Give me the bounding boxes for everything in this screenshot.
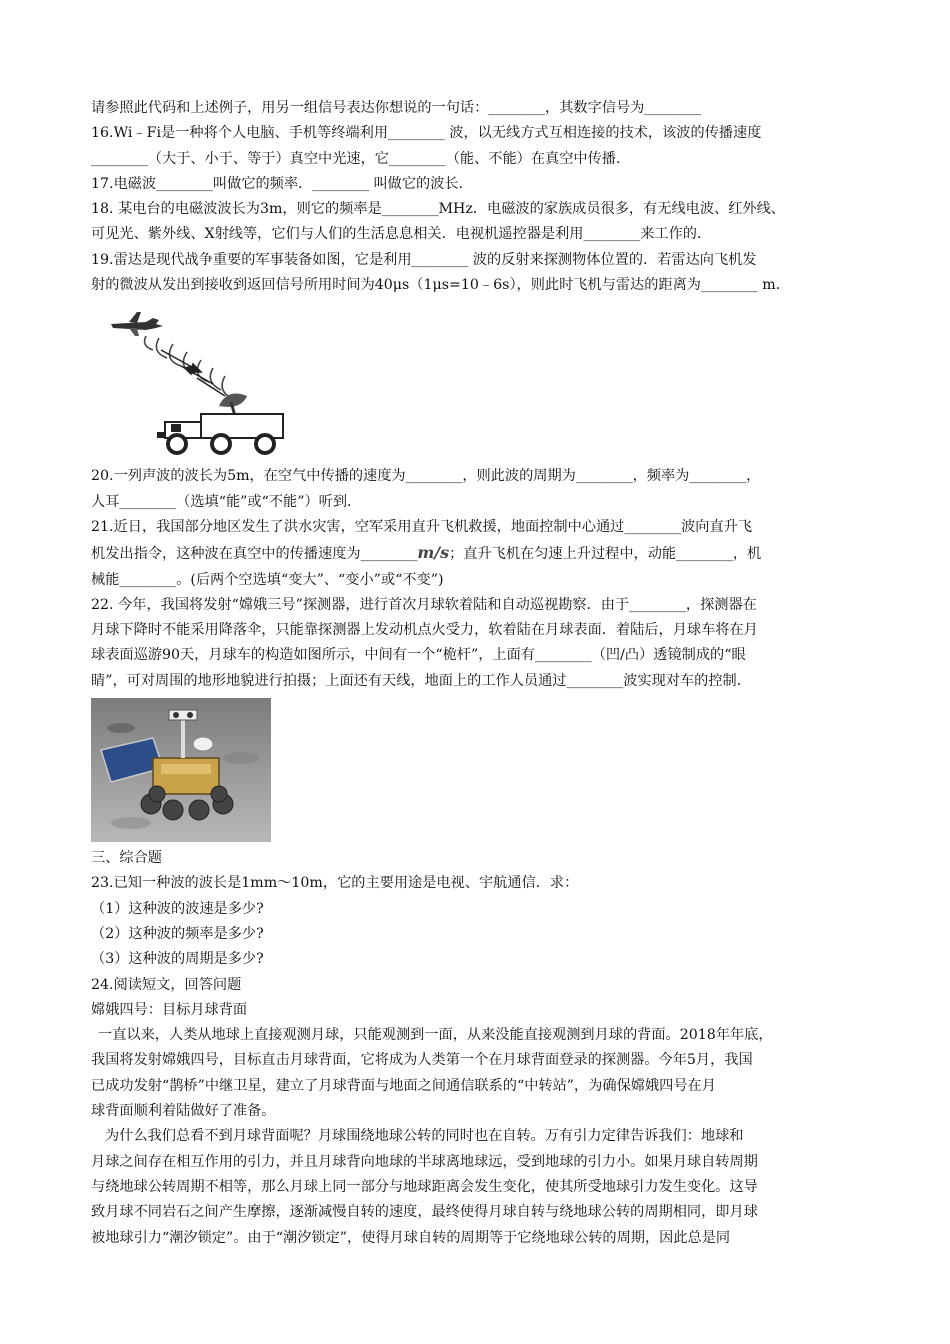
airplane-icon [111, 312, 163, 336]
text-line-q15-tail: 请参照此代码和上述例子，用另一组信号表达你想说的一句话：________，其数字信号为________ [91, 100, 702, 116]
question-20-line-2: 人耳________（选填“能”或“不能”）听到． [91, 493, 362, 510]
radar-figure [91, 306, 871, 464]
question-18-line-2: 可见光、紫外线、X射线等，它们与人们的生活息息相关．电视机遥控器是利用________来工作的． [91, 226, 712, 243]
question-18-line-1: 18. 某电台的电磁波波长为3m，则它的频率是________MHz．电磁波的家族成员很多，有无线电波、红外线、 [91, 201, 785, 218]
radar-illustration [101, 306, 301, 456]
section-heading-comprehensive: 三、综合题 [91, 850, 162, 867]
article-paragraph-2-line-3: 与绕地球公转周期不相等，那么月球上同一部分与地球距离会发生变化，使其所受地球引力发生变化。这导 [91, 1178, 758, 1195]
question-22-line-3: 球表面巡游90天，月球车的构造如图所示，中间有一个“桅杆”，上面有________（凹/凸）透镜制成的“眼 [91, 647, 746, 664]
article-paragraph-1-line-4: 球背面顺利着陆做好了准备。 [91, 1103, 276, 1120]
question-21-line-2 [91, 540, 871, 567]
lunar-rover-figure [91, 698, 271, 842]
question-23: 23.已知一种波的波长是1mm～10m，它的主要用途是电视、宇航通信．求： [91, 875, 579, 892]
question-19-line-2: 射的微波从发出到接收到返回信号所用时间为40μs（1μs=10﹣6s），则此时飞机与雷达的距离为________ m． [91, 277, 790, 294]
question-22-line-4: 睛”，可对周围的地形地貌进行拍摄；上面还有天线，地面上的工作人员通过________波实现对车的控制． [91, 672, 751, 689]
question-17: 17.电磁波________叫做它的频率．________ 叫做它的波长． [91, 175, 473, 192]
article-paragraph-2-line-1: 为什么我们总看不到月球背面呢？月球围绕地球公转的同时也在自转。万有引力定律告诉我们：地球和 [105, 1128, 744, 1145]
question-16-line-1: 16.Wi﹣Fi是一种将个人电脑、手机等终端利用________ 波，以无线方式互相连接的技术，该波的传播速度 [91, 125, 762, 142]
radar-dish-icon [219, 394, 247, 416]
article-paragraph-2-line-4: 致月球不同岩石之间产生摩擦，逐渐减慢自转的速度，最终使得月球自转与绕地球公转的周期相同，即月球 [91, 1204, 758, 1221]
antenna-icon [193, 737, 213, 751]
question-23-part-1: （1）这种波的波速是多少? [91, 900, 264, 917]
question-16-line-2: ________（大于、小于、等于）真空中光速，它________（能、不能）在真空中传播. [91, 150, 621, 167]
article-title: 嫦娥四号：目标月球背面 [91, 1001, 248, 1018]
rover-mast [181, 718, 185, 758]
truck-icon [157, 414, 283, 453]
document-page [91, 96, 871, 1251]
article-paragraph-1-line-3: 已成功发射“鹊桥”中继卫星，建立了月球背面与地面之间通信联系的“中转站”，为确保嫦娥四号在月 [91, 1077, 716, 1094]
question-21-line-2-pre: 机发出指令，这种波在真空中的传播速度为________ [91, 546, 418, 563]
article-paragraph-2-line-5: 被地球引力“潮汐锁定”。由于“潮汐锁定”，使得月球自转的周期等于它绕地球公转的周期，因此总是同 [91, 1229, 731, 1246]
question-23-part-2: （2）这种波的频率是多少? [91, 925, 264, 942]
question-20-line-1: 20.一列声波的波长为5m，在空气中传播的速度为________，则此波的周期为________，频率为________， [91, 468, 761, 485]
lunar-rover-illustration [91, 698, 271, 842]
question-24: 24.阅读短文，回答问题 [91, 976, 242, 993]
article-paragraph-1-line-2: 我国将发射嫦娥四号，目标直击月球背面，它将成为人类第一个在月球背面登录的探测器。今年5月，我国 [91, 1052, 753, 1069]
article-paragraph-1-line-1: 一直以来，人类从地球上直接观测月球，只能观测到一面，从来没能直接观测到月球的背面。2018年年底， [98, 1027, 773, 1044]
question-22-line-2: 月球下降时不能采用降落伞，只能靠探测器上发动机点火受力，软着陆在月球表面．着陆后，月球车将在月 [91, 622, 758, 639]
article-paragraph-2-line-2: 月球之间存在相互作用的引力，并且月球背向地球的半球离地球远，受到地球的引力小。如果月球自转周期 [91, 1153, 758, 1170]
question-23-part-3: （3）这种波的周期是多少? [91, 951, 264, 968]
question-21-line-1: 21.近日，我国部分地区发生了洪水灾害，空军采用直升飞机救援，地面控制中心通过________波向直升飞 [91, 518, 753, 535]
question-21-line-2-post: ；直升飞机在匀速上升过程中，动能________，机 [449, 546, 762, 563]
question-21-line-3: 械能________。(后两个空选填“变大”、“变小”或“不变”) [91, 571, 444, 588]
unit-meters-per-second: m/s [417, 543, 450, 563]
question-19-line-1: 19.雷达是现代战争重要的军事装备如图，它是利用________ 波的反射来探测物体位置的．若雷达向飞机发 [91, 251, 757, 268]
question-22-line-1: 22. 今年，我国将发射“嫦娥三号”探测器，进行首次月球软着陆和自动巡视勘察．由于________，探测器在 [91, 596, 757, 613]
